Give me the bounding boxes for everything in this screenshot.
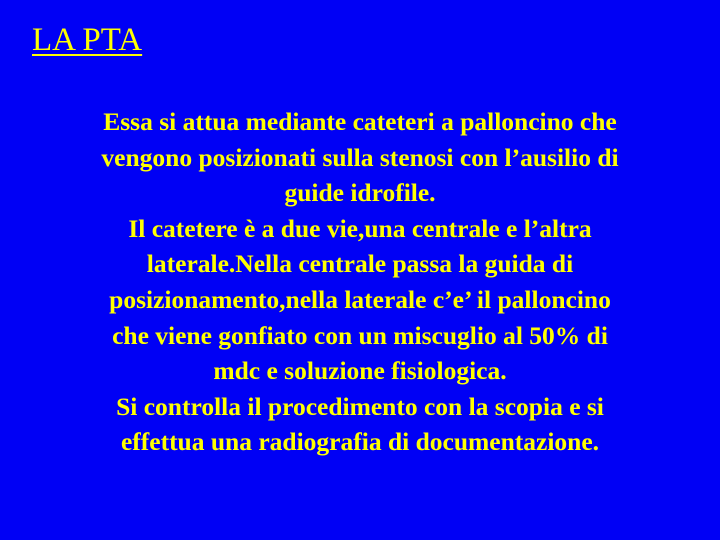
body-line: mdc e soluzione fisiologica. — [213, 356, 507, 386]
body-line: vengono posizionati sulla stenosi con l’ausilio di — [101, 142, 619, 172]
body-line: Il catetere è a due vie,una centrale e l’altra — [128, 213, 592, 243]
body-line: posizionamento,nella laterale c’e’ il palloncino — [109, 284, 611, 314]
body-line: effettua una radiografia di documentazione. — [120, 427, 600, 457]
body-line: Si controlla il procedimento con la scopia e si — [116, 391, 604, 421]
body-line: laterale.Nella centrale passa la guida di — [146, 249, 574, 279]
body-line: che viene gonfiato con un miscuglio al 50% di — [112, 320, 608, 350]
slide-body — [20, 104, 700, 460]
body-line: guide idrofile. — [284, 178, 436, 208]
body-line: Essa si attua mediante cateteri a palloncino che — [103, 107, 617, 136]
slide-title: LA PTA — [32, 22, 143, 58]
